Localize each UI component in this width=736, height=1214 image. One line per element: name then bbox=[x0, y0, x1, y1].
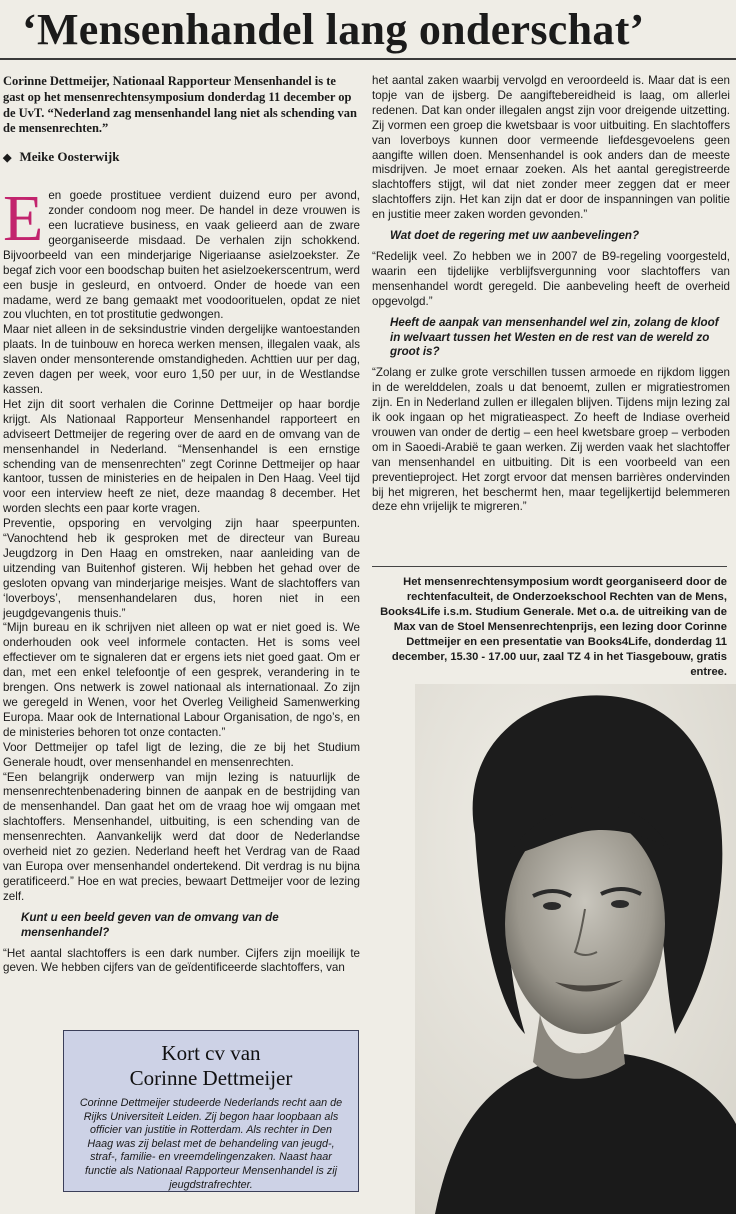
byline bbox=[3, 149, 360, 165]
paragraph: het aantal zaken waarbij vervolgd en veroordeeld is. Maar dat is een topje van de ijsberg. De aangiftebereidheid is laag, om allerlei redenen. Dat kan onder illegalen angst zijn voor dreigende uitzetting. Zij vormen een groep die kwetsbaar is voor uitbuiting. En slachtoffers van loverboys kunnen door vermeende liefdesgevoelens geen aangifte willen doen. Mensenhandel is ook anders dan de meeste misdrijven. Je moet ernaar zoeken. Als het aantal geregistreerde slachtoffers stijgt, wil dat niet zonder meer zeggen dat er meer slachtoffers zijn. Het kan zijn dat er door de inspanningen van politie en justitie meer zaken worden gevonden.” bbox=[372, 74, 730, 222]
paragraph-text: en goede prostituee verdient duizend euro per avond, zonder condoom nog meer. De handel in deze vrouwen is een lucratieve business, en vaak gelieerd aan de zware georganiseerde misdaad. De verhalen zijn schokkend. Bijvoorbeeld van een minderjarige Nigeriaanse asielzoekster. Ze begaf zich voor een boodschap buiten het asielzoekerscentrum, werd een busje in gesleurd, en ontvoerd. Onder de hoede van een madame, werd ze bang gemaakt met voodoorituelen, opdat ze niet zou vluchten, en tot prostitutie gedwongen. bbox=[3, 189, 360, 322]
cv-title-line: Kort cv van bbox=[161, 1041, 261, 1065]
diamond-icon: ◆ bbox=[3, 151, 12, 164]
paragraph: Maar niet alleen in de seksindustrie vinden dergelijke wantoestanden plaats. In de tuinbouw en horeca werken mensen, illegalen vaak, als slaven onder mensonterende omstandigheden. Achttien uur per dag, zeven dagen per week, voor euro 1,50 per uur, in de Westlandse kassen. bbox=[3, 323, 360, 396]
left-column bbox=[3, 74, 360, 976]
interview-question: Kunt u een beeld geven van de omvang van de mensenhandel? bbox=[21, 910, 279, 939]
right-column bbox=[372, 74, 730, 515]
article-intro: Corinne Dettmeijer, Nationaal Rapporteur Mensenhandel is te gast op het mensenrechtensymposium donderdag 11 december op de UvT. “Nederland zag mensenhandel lang niet als schending van de mensenrechten.” bbox=[3, 74, 357, 136]
paragraph: “Een belangrijk onderwerp van mijn lezing is natuurlijk de mensenrechtenbenadering binnen de aanpak en de bestrijding van de mensenhandel. Dan gaat het om de vraag hoe wij omgaan met slachtoffers. Mensenhandel, uitbuiting, is een schending van de mensenrechten. Aanvankelijk werd dat door de Nederlandse overheid niet zo gezien. Nederland heeft het Verdrag van de Raad van Europa over mensenhandel ondertekend. Dit verdrag is nu bijna geratificeerd.” Hoe en wat precies, bewaart Dettmeijer voor de lezing zelf. bbox=[3, 770, 360, 903]
byline-author: Meike Oosterwijk bbox=[19, 149, 120, 165]
article-headline: ‘Mensenhandel lang onderschat’ bbox=[22, 5, 645, 54]
interview-question: Heeft de aanpak van mensenhandel wel zin, zolang de kloof in welvaart tussen het Westen en de rest van de wereld zo groot is? bbox=[390, 315, 719, 359]
symposium-info: Het mensenrechtensymposium wordt georganiseerd door de rechtenfaculteit, de Onderzoekschool Rechten van de Mens, Books4Life i.s.m. Studium Generale. Met o.a. de uitreiking van de Max van de Stoel Mensenrechtenprijs, een lezing door Corinne Dettmeijer en een presentatie van Books4Life, donderdag 11 december, 15.30 - 17.00 uur, zaal TZ 4 in het Tiasgebouw, gratis entree. bbox=[372, 566, 727, 680]
paragraph: “Redelijk veel. Zo hebben we in 2007 de B9-regeling voorgesteld, waarin een tijdelijke verblijfsvergunning voor slachtoffers van mensenhandel wordt geregeld. Die aanbeveling heeft de overheid opgevolgd.” bbox=[372, 249, 730, 308]
portrait-photo bbox=[415, 684, 736, 1214]
paragraph: Preventie, opsporing en vervolging zijn haar speerpunten. “Vanochtend heb ik gesproken met de directeur van Bureau Jeugdzorg in Den Haag en omstreken, naar aanleiding van de uitzending van Buitenhof gisteren. Wij hebben het gehad over de gesloten opvang van minderjarige meisjes. Want de slachtoffers van ‘loverboys’, mensenhandelaren dus, horen niet in een jeugdgevangenis thuis.” bbox=[3, 517, 360, 620]
interview-question: Wat doet de regering met uw aanbevelingen? bbox=[390, 229, 640, 243]
paragraph: “Mijn bureau en ik schrijven niet alleen op wat er niet goed is. We onderhouden ook veel informele contacten. Het is soms veel effectiever om te signaleren dat er ergens iets niet goed gaat. Om er dan, met een enkel telefoontje of een gesprek, verandering in te brengen. Ons netwerk is zowel nationaal als internationaal. Zo zijn we geregeld in Wenen, voor het Overleg Veiligheid Samenwerking Europa. Maar ook de International Labour Organisation, de ngo’s, en de ministeries behoren tot onze contacten.” bbox=[3, 621, 360, 739]
portrait-illustration bbox=[415, 684, 736, 1214]
cv-title bbox=[76, 1041, 346, 1091]
drop-cap: E bbox=[3, 182, 44, 256]
paragraph: “Zolang er zulke grote verschillen tussen armoede en rijkdom liggen in de werelddelen, zoals u dat benoemt, zullen er migratiestromen zijn. En in Nederland zullen er illegalen blijven. Tijdens mijn lezing zal ik ook ingaan op het migratieaspect. Zo heeft de Indiase overheid vrouwen van onder de dertig – een heel kwetsbare groep – verboden om in Saoedi-Arabië te gaan werken. Zij werden vaak het slachtoffer van mensenhandel en uitbuiting. Dit is een voorbeeld van een preventieproject. Het zorgt ervoor dat mensen barrières ondervinden bij het migreren, het beschermt hen, maar tegelijkertijd belemmeren deze ehn vrijelijk te migreren.” bbox=[372, 366, 730, 514]
paragraph: Het zijn dit soort verhalen die Corinne Dettmeijer op haar bordje krijgt. Als Nationaal Rapporteur Mensenhandel rapporteert en adviseert Dettmeijer de regering over de aard en de omvang van de mensenhandel in Nederland. “Mensenhandel is een ernstige schending van de mensenrechten” zegt Corinne Dettmeijer op haar kantoor, tussen de ministeries en de heipalen in Den Haag. Veel tijd voor een interview heeft ze niet, deze maandag 8 december. Het worden slechts een paar korte vragen. bbox=[3, 397, 360, 516]
headline-rule bbox=[0, 58, 736, 60]
cv-title-line: Corinne Dettmeijer bbox=[129, 1066, 293, 1090]
cv-body: Corinne Dettmeijer studeerde Nederlands recht aan de Rijks Universiteit Leiden. Zij begon haar loopbaan als officier van justitie in Rotterdam. Als rechter in Den Haag was zij belast met de behandeling van jeugd-, straf-, familie- en vreemdelingenzaken. Naast haar functie als Nationaal Rapporteur Mensenhandel is zij jeugdstrafrechter. bbox=[79, 1097, 343, 1191]
paragraph: “Het aantal slachtoffers is een dark number. Cijfers zijn moeilijk te geven. We hebben cijfers van de geïdentificeerde slachtoffers, van bbox=[3, 946, 360, 975]
paragraph: Voor Dettmeijer op tafel ligt de lezing, die ze bij het Studium Generale houdt, over mensenhandel en mensenrechten. bbox=[3, 740, 360, 769]
paragraph bbox=[3, 182, 360, 323]
cv-box bbox=[63, 1030, 359, 1192]
